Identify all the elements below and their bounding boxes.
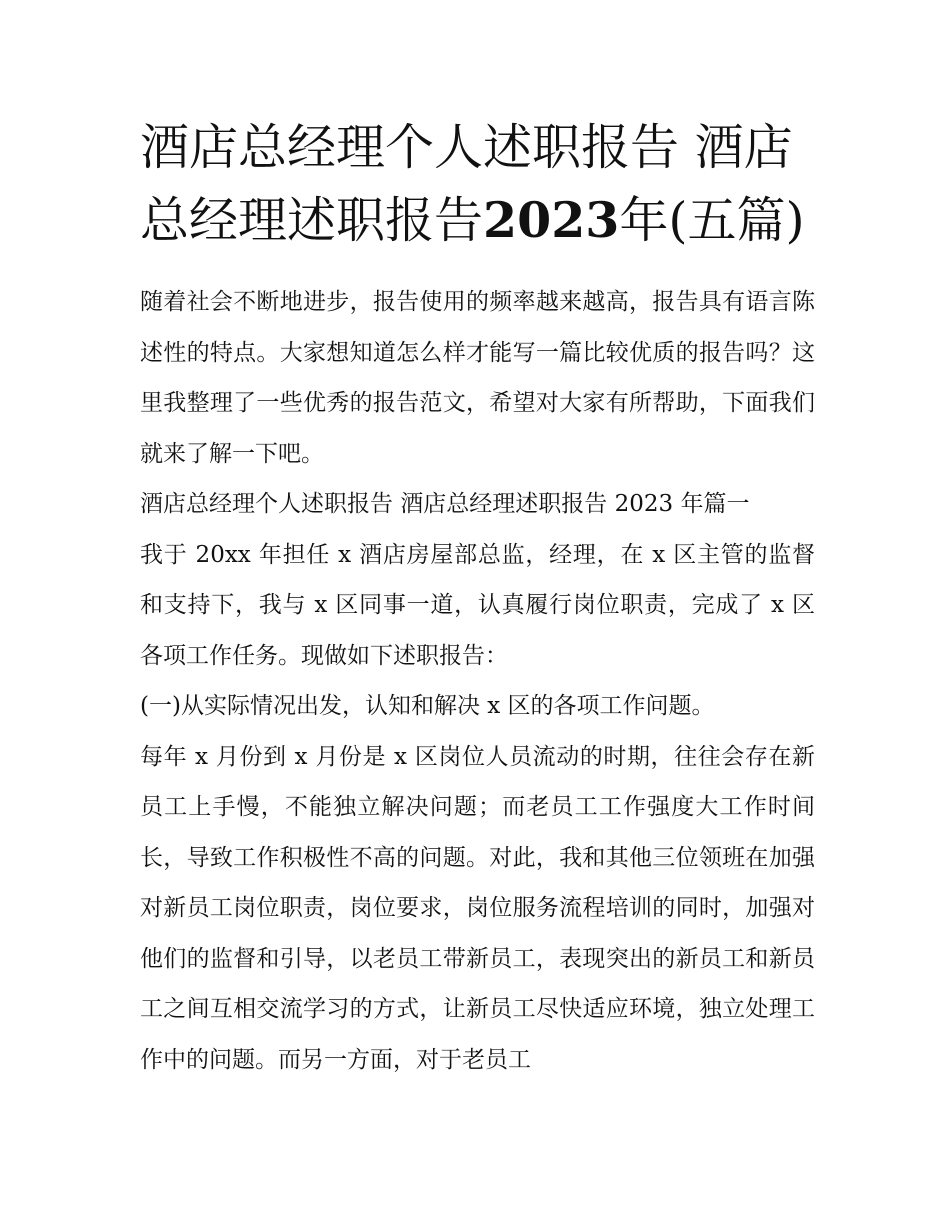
title-text-part2: 年(五篇) <box>619 192 805 249</box>
intro-paragraph: 随着社会不断地进步，报告使用的频率越来越高，报告具有语言陈述性的特点。大家想知道怎么样才能写一篇比较优质的报告吗？这里我整理了一些优秀的报告范文，希望对大家有所帮助，下面我们就来了解一下吧。 <box>140 289 815 467</box>
subsection-heading: (一)从实际情况出发，认知和解决 x 区的各项工作问题。 <box>140 693 715 719</box>
document-title <box>140 112 820 257</box>
document-body <box>140 277 815 1085</box>
title-year: 2023 <box>483 191 620 249</box>
body-paragraph: 我于 20xx 年担任 x 酒店房屋部总监，经理，在 x 区主管的监督和支持下，我与 x 区同事一道，认真履行岗位职责，完成了 x 区各项工作任务。现做如下述职报告： <box>140 541 815 669</box>
title-text-part1: 酒店总经理个人述职报告 酒店总经理述职报告 <box>140 119 793 249</box>
body-paragraph: 每年 x 月份到 x 月份是 x 区岗位人员流动的时期，往往会存在新员工上手慢，不能独立解决问题；而老员工工作强度大工作时间长，导致工作积极性不高的问题。对此，我和其他三位领班在加强对新员工岗位职责，岗位要求，岗位服务流程培训的同时，加强对他们的监督和引导，以老员工带新员工，表现突出的新员工和新员工之间互相交流学习的方式，让新员工尽快适应环境，独立处理工作中的问题。而另一方面，对于老员工 <box>140 743 815 1073</box>
section-heading: 酒店总经理个人述职报告 酒店总经理述职报告 2023 年篇一 <box>140 491 750 517</box>
